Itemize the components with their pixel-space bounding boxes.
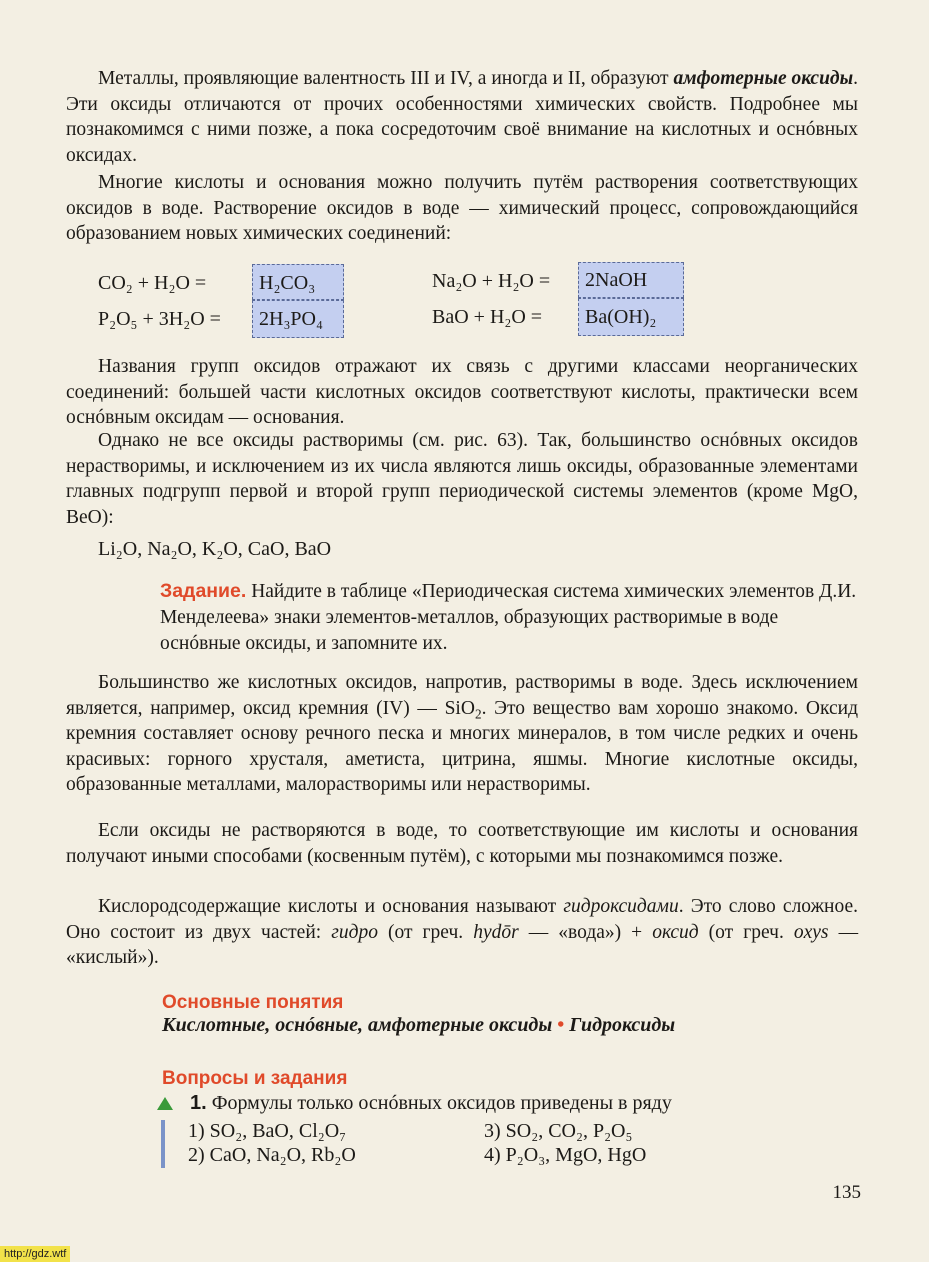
watermark-link[interactable]: http://gdz.wtf xyxy=(0,1246,70,1262)
answer-bar-decoration xyxy=(161,1120,165,1168)
paragraph-amphoteric: Металлы, проявляющие валентность III и IV, а иногда и II, образуют амфотерные оксиды. Эти оксиды отличаются от прочих особенностями химических свойств. Подробнее мы познакомимся с ними позже, а пока сосредоточим своё внимание на кислотных и оснóвных оксидах. xyxy=(66,68,859,166)
task-label: Задание. xyxy=(160,580,247,602)
equation-4-product: Ba(OH)₂ xyxy=(578,298,684,336)
equation-2-lhs: P₂O₅ + 3H₂O = xyxy=(98,308,221,330)
triangle-icon xyxy=(157,1097,173,1110)
soluble-oxides-list: Li₂O, Na₂O, K₂O, CaO, BaO xyxy=(98,538,332,560)
term-amphoteric-oxides: амфотерные оксиды xyxy=(673,68,854,89)
concepts-heading: Основные понятия xyxy=(162,992,344,1013)
paragraph-solubility: Однако не все оксиды растворимы (см. рис. 63). Так, большинство оснóвных оксидов нерастворимы, и исключением из их числа являются лишь оксиды, образованные элементами главных подгрупп первой и второй групп периодической системы элементов (кроме MgO, BeO): xyxy=(66,430,858,528)
answer-option-3: 3) SO₂, CO₂, P₂O₅ xyxy=(484,1120,633,1142)
equation-2-product: 2H₃PO₄ xyxy=(252,300,344,338)
equation-1-product: H₂CO₃ xyxy=(252,264,344,300)
answer-option-2: 2) CaO, Na₂O, Rb₂O xyxy=(188,1144,356,1166)
paragraph-insoluble: Если оксиды не растворяются в воде, то соответствующие им кислоты и основания получают иными способами (косвенным путём), с которыми мы познакомимся позже. xyxy=(66,820,858,867)
answer-option-1: 1) SO₂, BaO, Cl₂O₇ xyxy=(188,1120,347,1142)
question-1: 1. Формулы только оснóвных оксидов приведены в ряду xyxy=(190,1092,672,1114)
equation-1-lhs: CO₂ + H₂O = xyxy=(98,272,207,294)
concepts-list: Кислотные, оснóвные, амфотерные оксиды • Гидроксиды xyxy=(162,1014,676,1036)
answer-option-4: 4) P₂O₃, MgO, HgO xyxy=(484,1144,647,1166)
bullet-icon: • xyxy=(557,1014,565,1036)
task-box: Задание. Найдите в таблице «Периодическая система химических элементов Д.И. Менделеева» знаки элементов-металлов, образующих растворимые в воде оснóвные оксиды, и запомните их. xyxy=(160,580,857,654)
page-number: 135 xyxy=(832,1182,861,1203)
paragraph-acidic-oxides: Большинство же кислотных оксидов, напротив, растворимы в воде. Здесь исключением является, например, оксид кремния (IV) — SiO$_2$. Это вещество вам хорошо знакомо. Оксид кремния составляет основу речного песка и многих минералов, в том числе редких и очень красивых: горного хрусталя, аметиста, цитрина, яшмы. Многие кислотные оксиды, образованные металлами, малорастворимы или нерастворимы. xyxy=(66,672,859,795)
paragraph-hydroxides: Кислородсодержащие кислоты и основания называют гидроксидами. Это слово сложное. Оно состоит из двух частей: гидро (от греч. hydōr — «вода») + оксид (от греч. oxys — «кислый»). xyxy=(66,896,859,968)
paragraph-names: Названия групп оксидов отражают их связь с другими классами неорганических соединений: большей части кислотных оксидов соответствуют кислоты, практически всем оснóвным оксидам — основания. xyxy=(66,356,858,428)
paragraph-dissolution: Многие кислоты и основания можно получить путём растворения соответствующих оксидов в воде. Растворение оксидов в воде — химический процесс, сопровождающийся образованием новых химических соединений: xyxy=(66,172,858,244)
questions-heading: Вопросы и задания xyxy=(162,1068,348,1089)
equation-4-lhs: BaO + H₂O = xyxy=(432,306,543,328)
equation-3-product: 2NaOH xyxy=(578,262,684,298)
equation-3-lhs: Na₂O + H₂O = xyxy=(432,270,551,292)
